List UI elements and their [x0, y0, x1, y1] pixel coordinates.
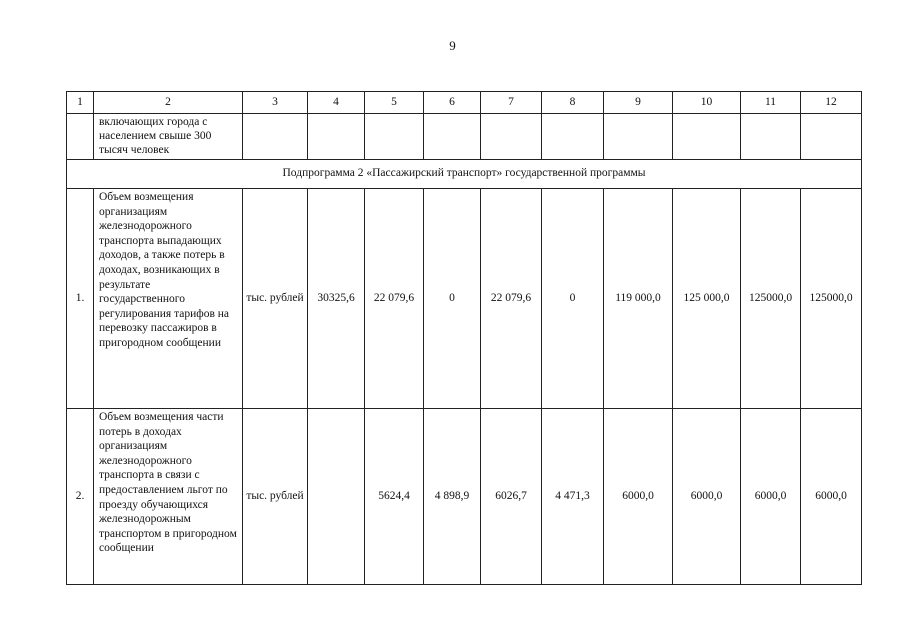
continuation-row — [67, 114, 862, 160]
table-row — [67, 409, 862, 585]
subprogram-row — [67, 160, 862, 189]
unit-cell — [243, 409, 308, 585]
value-cell: 125 000,0 — [673, 189, 741, 409]
header-cell: 4 — [308, 92, 365, 114]
header-cell: 12 — [801, 92, 862, 114]
header-cell: 11 — [741, 92, 801, 114]
indicator-name: Объем возмещения организациям железнодорожного транспорта выпадающих доходов, а также потерь в доходах, возникающих в результате государственного регулирования тарифов на перевозку пассажиров в пригородном сообщении — [94, 189, 243, 409]
indicator-name: Объем возмещения части потерь в доходах организациям железнодорожного транспорта в связи с предоставлением льгот по проезду обучающихся железнодорожным транспортом в пригородном сообщении — [94, 409, 243, 585]
value-cell: 30325,6 — [308, 189, 365, 409]
header-cell: 9 — [604, 92, 673, 114]
value-cell: 4 471,3 — [542, 409, 604, 585]
row-number: 1. — [67, 189, 94, 409]
unit-label: тыс. рублей — [246, 292, 304, 304]
value-cell: 22 079,6 — [365, 189, 424, 409]
value-cell: 125000,0 — [741, 189, 801, 409]
cell — [308, 114, 365, 160]
header-cell: 3 — [243, 92, 308, 114]
value-cell — [308, 409, 365, 585]
value-cell: 0 — [542, 189, 604, 409]
header-cell: 6 — [424, 92, 481, 114]
cell — [741, 114, 801, 160]
header-cell: 7 — [481, 92, 542, 114]
cell — [481, 114, 542, 160]
cell — [67, 114, 94, 160]
value-cell: 5624,4 — [365, 409, 424, 585]
value-cell: 6000,0 — [801, 409, 862, 585]
header-row — [67, 92, 862, 114]
unit-label: тыс. рублей — [246, 490, 304, 502]
value-cell: 6000,0 — [741, 409, 801, 585]
page-number: 9 — [449, 38, 456, 53]
cell — [365, 114, 424, 160]
table-row — [67, 189, 862, 409]
cell — [801, 114, 862, 160]
cell — [604, 114, 673, 160]
cell — [243, 114, 308, 160]
header-cell: 5 — [365, 92, 424, 114]
unit-cell — [243, 189, 308, 409]
cell — [424, 114, 481, 160]
header-cell: 10 — [673, 92, 741, 114]
header-cell: 1 — [67, 92, 94, 114]
header-cell: 2 — [94, 92, 243, 114]
cell — [542, 114, 604, 160]
indicator-name: включающих города с населением свыше 300 тысяч человек — [94, 114, 243, 160]
header-cell: 8 — [542, 92, 604, 114]
value-cell: 4 898,9 — [424, 409, 481, 585]
value-cell: 6000,0 — [673, 409, 741, 585]
subprogram-title: Подпрограмма 2 «Пассажирский транспорт» государственной программы — [67, 160, 862, 189]
value-cell: 6026,7 — [481, 409, 542, 585]
value-cell: 125000,0 — [801, 189, 862, 409]
value-cell: 22 079,6 — [481, 189, 542, 409]
value-cell: 6000,0 — [604, 409, 673, 585]
value-cell: 0 — [424, 189, 481, 409]
cell — [673, 114, 741, 160]
value-cell: 119 000,0 — [604, 189, 673, 409]
indicators-table — [66, 91, 862, 585]
row-number: 2. — [67, 409, 94, 585]
